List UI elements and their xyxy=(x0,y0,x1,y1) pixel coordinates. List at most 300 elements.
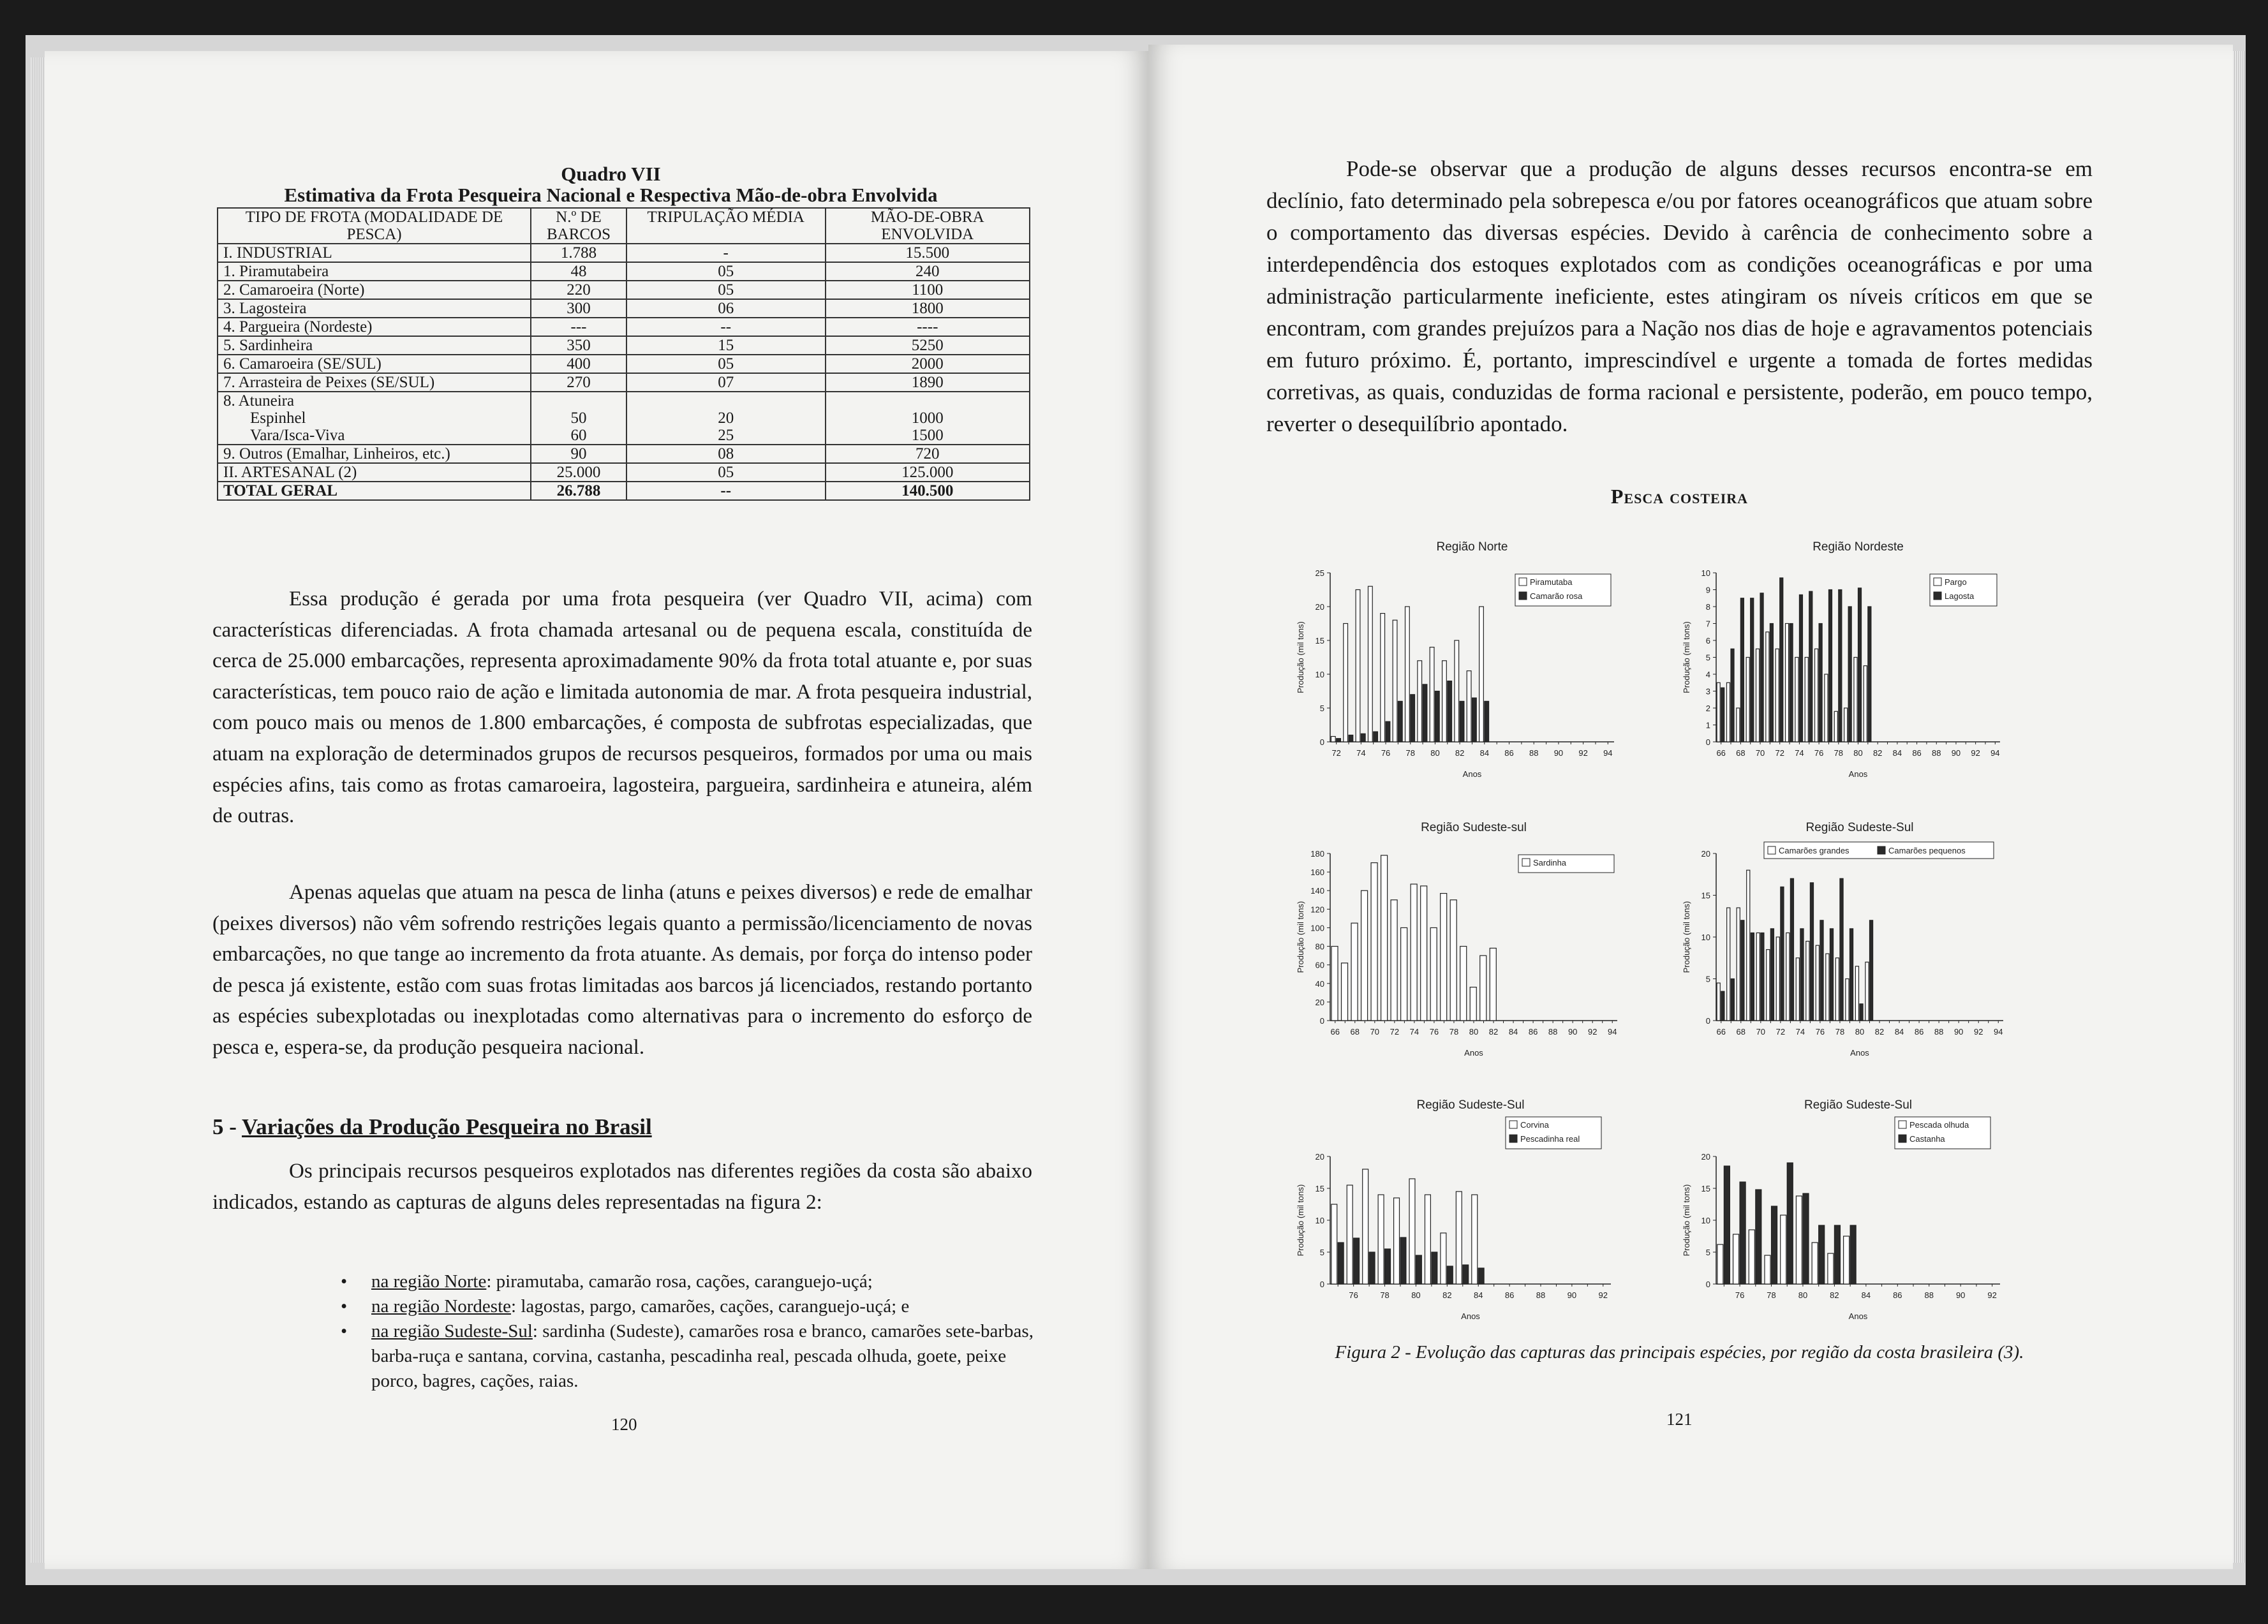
bar-sardinha xyxy=(1411,884,1417,1021)
x-axis-label: Anos xyxy=(1462,769,1482,779)
table-row xyxy=(218,281,1030,299)
row-label: Espinhel xyxy=(250,410,306,427)
bar-sardinha xyxy=(1450,900,1456,1021)
row-label: Vara/Isca-Viva xyxy=(250,427,345,444)
x-tick-label: 92 xyxy=(1587,1027,1597,1037)
region-species: : sardinha (Sudeste), camarões rosa e branco, camarões sete-barbas, barba-ruça e santana, corvina, castanha, pescadinha real, pescada olhuda, goete, peixe porco, bagres, cações, raias. xyxy=(371,1321,1034,1391)
table-cell: 2. Camaroeira (Norte) xyxy=(218,281,531,299)
x-tick-label: 74 xyxy=(1356,748,1366,758)
x-tick-label: 78 xyxy=(1380,1290,1390,1300)
y-tick-label: 100 xyxy=(1310,923,1324,933)
bar-lagosta xyxy=(1809,591,1812,742)
bar-pargo xyxy=(1737,708,1740,742)
y-tick-label: 80 xyxy=(1315,941,1324,952)
x-tick-label: 86 xyxy=(1528,1027,1538,1037)
bar-pescadinha-real xyxy=(1478,1268,1484,1284)
x-tick-label: 66 xyxy=(1330,1027,1340,1037)
y-tick-label: 6 xyxy=(1705,636,1710,646)
bar-camarões-pequenos xyxy=(1860,1004,1863,1021)
table-cell xyxy=(826,392,1030,445)
table-cell: 25.000 xyxy=(531,463,626,482)
bar-lagosta xyxy=(1731,649,1734,742)
bar-castanha xyxy=(1772,1206,1777,1284)
legend-label: Pargo xyxy=(1945,577,1967,587)
bar-camarões-pequenos xyxy=(1800,929,1804,1021)
x-tick-label: 78 xyxy=(1405,748,1415,758)
x-tick-label: 82 xyxy=(1874,1027,1885,1037)
cell-value: 50 xyxy=(570,410,587,427)
x-tick-label: 68 xyxy=(1736,1027,1746,1037)
bar-lagosta xyxy=(1790,624,1793,742)
table-row xyxy=(218,373,1030,392)
table-row xyxy=(218,299,1030,318)
y-tick-label: 10 xyxy=(1701,568,1710,578)
chart-title: Região Sudeste-Sul xyxy=(1804,1098,1912,1112)
bar-pescadinha-real xyxy=(1385,1249,1391,1284)
x-tick-label: 92 xyxy=(1578,748,1588,758)
page-edges-left xyxy=(31,57,45,1563)
x-tick-label: 80 xyxy=(1430,748,1440,758)
legend-label: Lagosta xyxy=(1945,591,1975,601)
bar-camarão-rosa xyxy=(1386,721,1390,742)
bar-sardinha xyxy=(1331,947,1338,1021)
bar-lagosta xyxy=(1828,590,1832,742)
bar-camarões-grandes xyxy=(1796,958,1799,1021)
chart-sudeste-corvina xyxy=(1286,1081,1643,1336)
bar-lagosta xyxy=(1760,593,1763,742)
bar-piramutaba xyxy=(1356,590,1360,742)
table-cell: 05 xyxy=(626,281,826,299)
bar-lagosta xyxy=(1799,594,1802,742)
x-axis-label: Anos xyxy=(1848,769,1868,779)
x-tick-label: 88 xyxy=(1924,1290,1934,1300)
bar-corvina xyxy=(1425,1195,1430,1284)
bar-corvina xyxy=(1441,1233,1446,1284)
table-cell: 350 xyxy=(531,336,626,355)
page-number-left: 120 xyxy=(611,1415,637,1434)
table-cell xyxy=(626,392,826,445)
legend-label: Sardinha xyxy=(1533,858,1567,867)
bar-camarões-pequenos xyxy=(1820,920,1823,1021)
bar-camarões-pequenos xyxy=(1840,878,1843,1021)
cell-value: 20 xyxy=(718,410,734,427)
x-tick-label: 82 xyxy=(1455,748,1465,758)
cell-value: 1500 xyxy=(911,427,944,444)
bar-pescada-olhuda xyxy=(1749,1230,1754,1284)
bar-lagosta xyxy=(1848,607,1851,742)
bar-lagosta xyxy=(1751,598,1754,742)
bar-corvina xyxy=(1394,1198,1400,1284)
table-cell: 140.500 xyxy=(826,482,1030,500)
x-tick-label: 76 xyxy=(1735,1290,1745,1300)
bar-piramutaba xyxy=(1418,661,1422,742)
region-name: na região Sudeste-Sul xyxy=(371,1321,533,1341)
list-item xyxy=(332,1319,1034,1394)
y-tick-label: 15 xyxy=(1315,636,1324,646)
bar-lagosta xyxy=(1858,588,1862,742)
bar-camarões-grandes xyxy=(1846,979,1849,1021)
x-tick-label: 76 xyxy=(1815,1027,1825,1037)
bar-camarões-pequenos xyxy=(1830,929,1833,1021)
y-tick-label: 5 xyxy=(1705,653,1710,663)
bar-pescada-olhuda xyxy=(1844,1236,1849,1284)
table-cell: 240 xyxy=(826,262,1030,281)
legend-label: Pescadinha real xyxy=(1520,1134,1580,1144)
x-tick-label: 84 xyxy=(1508,1027,1518,1037)
y-tick-label: 20 xyxy=(1315,602,1324,612)
bar-pescadinha-real xyxy=(1447,1266,1453,1284)
table-cell: 05 xyxy=(626,355,826,373)
y-tick-label: 9 xyxy=(1705,585,1710,595)
bar-camarão-rosa xyxy=(1349,735,1353,742)
bar-sardinha xyxy=(1351,923,1358,1021)
table-row xyxy=(218,336,1030,355)
bar-pescada-olhuda xyxy=(1812,1243,1818,1284)
table-cell: 2000 xyxy=(826,355,1030,373)
legend-swatch xyxy=(1899,1135,1906,1142)
y-tick-label: 15 xyxy=(1701,1184,1710,1193)
row-label: 8. Atuneira xyxy=(223,392,295,410)
table-header: MÃO-DE-OBRA ENVOLVIDA xyxy=(826,208,1030,244)
bar-castanha xyxy=(1819,1225,1825,1284)
table-cell: 9. Outros (Emalhar, Linheiros, etc.) xyxy=(218,445,531,463)
bar-pargo xyxy=(1717,683,1720,742)
bar-camarões-pequenos xyxy=(1731,979,1734,1021)
x-tick-label: 82 xyxy=(1830,1290,1839,1300)
bar-sardinha xyxy=(1401,927,1407,1021)
bar-sardinha xyxy=(1490,948,1496,1021)
x-tick-label: 68 xyxy=(1350,1027,1360,1037)
x-tick-label: 94 xyxy=(1990,748,2000,758)
y-tick-label: 5 xyxy=(1705,1248,1710,1257)
bar-pescadinha-real xyxy=(1354,1238,1360,1284)
bar-pargo xyxy=(1775,649,1779,742)
x-tick-label: 86 xyxy=(1914,1027,1924,1037)
bar-camarões-grandes xyxy=(1747,870,1750,1021)
x-tick-label: 94 xyxy=(1608,1027,1617,1037)
bar-pargo xyxy=(1746,658,1749,742)
quadro-label: Quadro VII xyxy=(561,163,661,185)
bar-castanha xyxy=(1803,1193,1809,1284)
bar-lagosta xyxy=(1770,624,1773,742)
x-tick-label: 88 xyxy=(1932,748,1941,758)
x-tick-label: 80 xyxy=(1469,1027,1479,1037)
bar-pargo xyxy=(1834,711,1837,742)
bar-sardinha xyxy=(1460,947,1467,1021)
bar-camarão-rosa xyxy=(1485,701,1489,742)
bar-pescada-olhuda xyxy=(1781,1215,1786,1284)
bar-piramutaba xyxy=(1381,614,1385,742)
charts-title: Pesca costeira xyxy=(1610,485,1749,508)
y-tick-label: 20 xyxy=(1701,849,1710,859)
x-tick-label: 84 xyxy=(1861,1290,1871,1300)
bar-castanha xyxy=(1787,1163,1793,1284)
bar-pescada-olhuda xyxy=(1828,1253,1834,1284)
y-tick-label: 0 xyxy=(1319,737,1324,747)
y-tick-label: 10 xyxy=(1315,1216,1324,1225)
chart-title: Região Sudeste-Sul xyxy=(1805,821,1914,834)
x-tick-label: 92 xyxy=(1971,748,1980,758)
y-tick-label: 120 xyxy=(1310,904,1324,915)
y-tick-label: 60 xyxy=(1315,960,1324,970)
table-cell: 5. Sardinheira xyxy=(218,336,531,355)
table-cell: 3. Lagosteira xyxy=(218,299,531,318)
bar-pargo xyxy=(1795,658,1798,742)
bar-sardinha xyxy=(1342,963,1348,1021)
chart-sudeste-sardinha xyxy=(1286,810,1643,1065)
y-tick-label: 10 xyxy=(1701,933,1710,942)
bar-lagosta xyxy=(1819,624,1822,742)
bar-castanha xyxy=(1850,1225,1856,1284)
bar-piramutaba xyxy=(1442,661,1447,742)
x-tick-label: 72 xyxy=(1775,1027,1786,1037)
x-tick-label: 86 xyxy=(1504,1290,1515,1300)
x-tick-label: 76 xyxy=(1429,1027,1439,1037)
table-cell: 90 xyxy=(531,445,626,463)
legend-swatch xyxy=(1899,1121,1906,1128)
bar-pargo xyxy=(1756,649,1760,742)
x-tick-label: 66 xyxy=(1716,1027,1726,1037)
table-cell xyxy=(531,392,626,445)
bar-lagosta xyxy=(1780,578,1783,742)
paragraph-frota xyxy=(212,584,1032,832)
bar-pescada-olhuda xyxy=(1765,1255,1770,1284)
bar-camarões-grandes xyxy=(1835,958,1839,1021)
y-tick-label: 25 xyxy=(1315,568,1324,578)
table-cell: 1890 xyxy=(826,373,1030,392)
bar-pescadinha-real xyxy=(1463,1265,1469,1284)
y-axis-label: Produção (mil tons) xyxy=(1682,901,1691,973)
bar-sardinha xyxy=(1371,863,1377,1021)
y-axis-label: Produção (mil tons) xyxy=(1296,1184,1305,1257)
x-tick-label: 88 xyxy=(1536,1290,1546,1300)
table-cell: 15.500 xyxy=(826,244,1030,262)
bar-sardinha xyxy=(1361,890,1368,1021)
x-tick-label: 76 xyxy=(1814,748,1824,758)
table-cell: 26.788 xyxy=(531,482,626,500)
table-cell: 1. Piramutabeira xyxy=(218,262,531,281)
bar-corvina xyxy=(1363,1169,1368,1284)
x-tick-label: 90 xyxy=(1553,748,1564,758)
region-name: na região Norte xyxy=(371,1271,487,1292)
table-row xyxy=(218,463,1030,482)
legend-label: Castanha xyxy=(1909,1134,1945,1144)
bar-camarões-grandes xyxy=(1865,962,1869,1021)
x-tick-label: 88 xyxy=(1548,1027,1558,1037)
table-cell: -- xyxy=(626,482,826,500)
bar-piramutaba xyxy=(1467,671,1471,742)
bar-piramutaba xyxy=(1479,607,1484,742)
x-tick-label: 86 xyxy=(1893,1290,1902,1300)
y-tick-label: 10 xyxy=(1701,1216,1710,1225)
bar-corvina xyxy=(1378,1195,1384,1284)
x-tick-label: 94 xyxy=(1603,748,1613,758)
y-tick-label: 15 xyxy=(1701,890,1710,901)
cell-value: 60 xyxy=(570,427,587,444)
x-tick-label: 80 xyxy=(1798,1290,1808,1300)
paragraph-restricoes-text: Apenas aquelas que atuam na pesca de linha (atuns e peixes diversos) e rede de emalhar (peixes diversos) não vêm sofrendo restrições legais quanto a permissão/licenciamento de novas embarcações, no que tange ao incremento da frota atuante. As demais, por força do intenso poder de pesca já existente, estão com suas frotas limitadas aos barcos já licenciados, restando portanto as espécies subexplotadas ou inexplotadas como alternativas para o incremento do esforço de pesca e, espera-se, da produção pesqueira nacional. xyxy=(212,881,1032,1059)
table-cell: --- xyxy=(531,318,626,336)
table-cell: 1100 xyxy=(826,281,1030,299)
y-tick-label: 0 xyxy=(1705,1016,1710,1026)
table-row xyxy=(218,262,1030,281)
table-cell: 720 xyxy=(826,445,1030,463)
x-tick-label: 74 xyxy=(1795,748,1804,758)
y-tick-label: 0 xyxy=(1319,1280,1324,1289)
bar-castanha xyxy=(1756,1190,1761,1284)
bar-camarão-rosa xyxy=(1398,701,1402,742)
region-name: na região Nordeste xyxy=(371,1296,512,1317)
x-axis-label: Anos xyxy=(1464,1048,1483,1058)
x-tick-label: 78 xyxy=(1449,1027,1459,1037)
bar-pargo xyxy=(1786,624,1789,742)
bar-camarão-rosa xyxy=(1374,732,1378,742)
bar-pescadinha-real xyxy=(1432,1252,1437,1284)
table-cell: II. ARTESANAL (2) xyxy=(218,463,531,482)
section-heading xyxy=(212,1114,652,1140)
legend-swatch xyxy=(1509,1135,1517,1142)
bar-piramutaba xyxy=(1368,586,1372,742)
bar-piramutaba xyxy=(1331,737,1335,742)
bar-lagosta xyxy=(1721,688,1724,742)
bar-castanha xyxy=(1740,1182,1745,1284)
bar-camarões-grandes xyxy=(1737,908,1740,1021)
x-tick-label: 86 xyxy=(1912,748,1922,758)
x-tick-label: 80 xyxy=(1411,1290,1421,1300)
table-cell: TOTAL GERAL xyxy=(218,482,531,500)
bar-pescadinha-real xyxy=(1416,1255,1421,1284)
paragraph-recursos-text: Os principais recursos pesqueiros explotados nas diferentes regiões da costa são abaixo indicados, estando as capturas de alguns deles representadas na figura 2: xyxy=(212,1160,1032,1214)
legend-swatch xyxy=(1519,578,1527,586)
x-tick-label: 88 xyxy=(1529,748,1539,758)
bar-sardinha xyxy=(1441,894,1447,1021)
legend-label: Camarões pequenos xyxy=(1888,846,1966,855)
x-tick-label: 70 xyxy=(1756,1027,1766,1037)
y-tick-label: 140 xyxy=(1310,886,1324,896)
x-tick-label: 74 xyxy=(1409,1027,1419,1037)
table-cell: -- xyxy=(626,318,826,336)
y-tick-label: 3 xyxy=(1705,686,1710,697)
y-tick-label: 7 xyxy=(1705,619,1710,629)
legend-swatch xyxy=(1522,859,1530,866)
x-tick-label: 68 xyxy=(1736,748,1745,758)
legend-label: Camarões grandes xyxy=(1779,846,1849,855)
bar-camarões-grandes xyxy=(1826,954,1829,1021)
section-title: Variações da Produção Pesqueira no Brasil xyxy=(242,1114,652,1139)
table-cell: 06 xyxy=(626,299,826,318)
legend-swatch xyxy=(1519,592,1527,600)
x-tick-label: 76 xyxy=(1381,748,1391,758)
paragraph-restricoes xyxy=(212,877,1032,1063)
bar-camarão-rosa xyxy=(1448,681,1452,742)
chart-regiao-nordeste xyxy=(1668,523,2035,791)
y-tick-label: 8 xyxy=(1705,602,1710,612)
bar-corvina xyxy=(1347,1185,1353,1284)
table-row xyxy=(218,445,1030,463)
table-cell: I. INDUSTRIAL xyxy=(218,244,531,262)
bar-castanha xyxy=(1834,1225,1840,1284)
bar-sardinha xyxy=(1381,855,1388,1021)
x-tick-label: 90 xyxy=(1567,1290,1577,1300)
x-tick-label: 84 xyxy=(1473,1290,1483,1300)
table-row xyxy=(218,355,1030,373)
x-tick-label: 90 xyxy=(1955,1290,1966,1300)
bar-lagosta xyxy=(1868,607,1871,742)
table-cell: 125.000 xyxy=(826,463,1030,482)
bar-camarões-grandes xyxy=(1855,966,1858,1021)
y-tick-label: 160 xyxy=(1310,867,1324,878)
bar-pescadinha-real xyxy=(1369,1252,1375,1284)
table-cell: 05 xyxy=(626,463,826,482)
bar-piramutaba xyxy=(1405,607,1410,742)
x-tick-label: 70 xyxy=(1755,748,1765,758)
x-tick-label: 78 xyxy=(1767,1290,1776,1300)
bar-camarão-rosa xyxy=(1460,701,1464,742)
bar-camarão-rosa xyxy=(1423,684,1427,742)
x-tick-label: 72 xyxy=(1775,748,1784,758)
spacer xyxy=(537,392,621,410)
bar-pargo xyxy=(1805,658,1808,742)
y-tick-label: 20 xyxy=(1315,997,1324,1007)
y-tick-label: 4 xyxy=(1705,670,1710,679)
bar-piramutaba xyxy=(1430,647,1434,742)
bar-camarões-grandes xyxy=(1776,937,1779,1021)
table-cell: 4. Pargueira (Nordeste) xyxy=(218,318,531,336)
x-tick-label: 80 xyxy=(1853,748,1863,758)
bar-camarão-rosa xyxy=(1472,698,1477,742)
x-tick-label: 94 xyxy=(1994,1027,2003,1037)
y-tick-label: 5 xyxy=(1319,1248,1324,1257)
region-species: : piramutaba, camarão rosa, cações, caranguejo-uçá; xyxy=(486,1271,873,1292)
bar-corvina xyxy=(1331,1204,1337,1284)
table-cell: 270 xyxy=(531,373,626,392)
bar-piramutaba xyxy=(1344,624,1348,742)
bar-sardinha xyxy=(1430,927,1437,1021)
x-tick-label: 82 xyxy=(1442,1290,1452,1300)
bar-pescada-olhuda xyxy=(1717,1244,1723,1284)
table-cell: - xyxy=(626,244,826,262)
x-tick-label: 90 xyxy=(1953,1027,1964,1037)
bar-pargo xyxy=(1844,708,1848,742)
bar-lagosta xyxy=(1740,598,1744,742)
x-tick-label: 92 xyxy=(1598,1290,1608,1300)
bar-corvina xyxy=(1456,1192,1462,1284)
x-tick-label: 86 xyxy=(1504,748,1514,758)
bar-camarão-rosa xyxy=(1411,695,1415,742)
bar-pargo xyxy=(1726,683,1730,742)
x-tick-label: 84 xyxy=(1479,748,1490,758)
spacer xyxy=(632,392,820,410)
x-axis-label: Anos xyxy=(1848,1311,1868,1321)
bar-camarões-pequenos xyxy=(1741,920,1744,1021)
x-tick-label: 90 xyxy=(1951,748,1961,758)
y-tick-label: 5 xyxy=(1705,974,1710,984)
x-tick-label: 72 xyxy=(1331,748,1341,758)
x-tick-label: 84 xyxy=(1892,748,1902,758)
x-axis-label: Anos xyxy=(1461,1311,1480,1321)
bar-piramutaba xyxy=(1455,640,1459,742)
bar-corvina xyxy=(1409,1179,1415,1284)
region-species: : lagostas, pargo, camarões, cações, caranguejo-uçá; e xyxy=(511,1296,910,1317)
bar-camarões-grandes xyxy=(1756,933,1760,1021)
bar-pargo xyxy=(1854,658,1857,742)
legend-swatch xyxy=(1934,592,1941,600)
chart-regiao-norte xyxy=(1286,523,1643,791)
y-tick-label: 15 xyxy=(1315,1184,1324,1193)
y-axis-label: Produção (mil tons) xyxy=(1682,621,1691,693)
table-row xyxy=(218,392,1030,445)
bar-camarões-grandes xyxy=(1767,950,1770,1021)
